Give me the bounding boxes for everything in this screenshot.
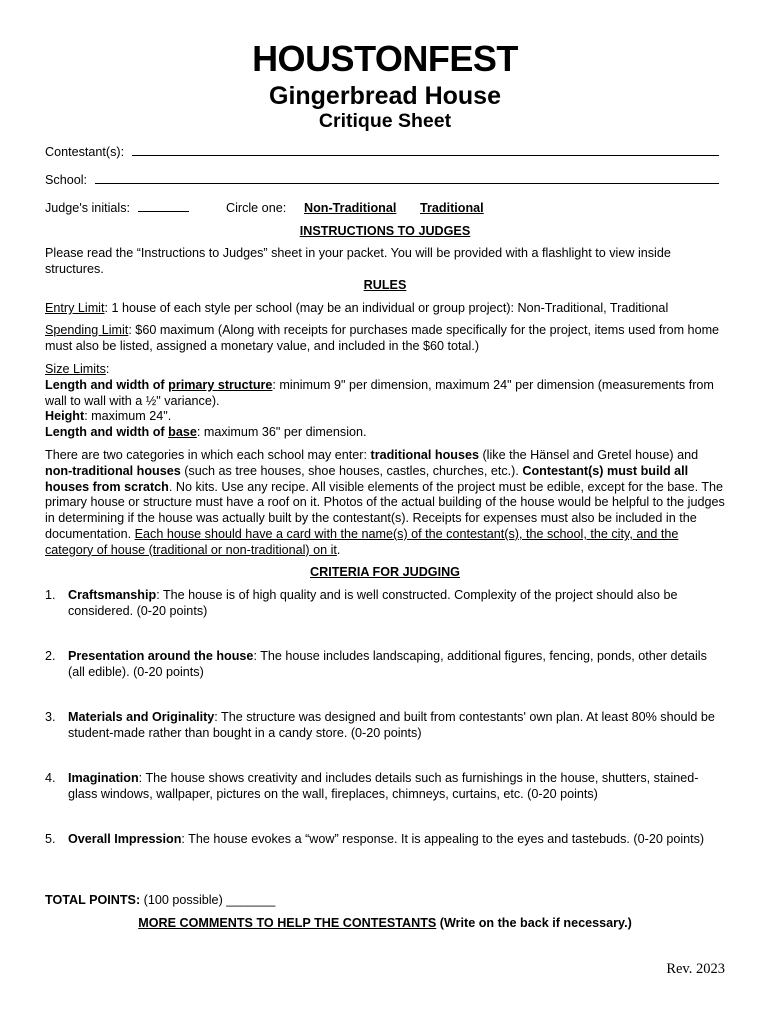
primary-structure-limit	[45, 378, 725, 410]
criteria-number: 3.	[45, 710, 56, 724]
criteria-heading: CRITERIA FOR JUDGING	[310, 565, 460, 579]
primary-label-emphasis: primary structure	[168, 377, 273, 392]
primary-label: Length and width of	[45, 377, 169, 392]
judge-initials-label: Judge's initials:	[45, 201, 131, 215]
comments-heading: MORE COMMENTS TO HELP THE CONTESTANTS	[138, 916, 437, 930]
criteria-label: Presentation around the house	[68, 649, 254, 663]
page-subtitle-secondary: Critique Sheet	[318, 110, 452, 132]
size-limits-label: Size Limits	[45, 362, 106, 376]
criteria-item	[45, 832, 725, 848]
categories-traditional: traditional houses	[370, 448, 479, 462]
school-field[interactable]	[95, 183, 719, 184]
criteria-text: : The house shows creativity and includes details such as furnishings in the house, shutters, stained-glass windows, wallpaper, pictures on the wall, fireplaces, chimneys, curtains, etc. (0-20 points)	[68, 771, 699, 801]
criteria-item	[45, 771, 725, 803]
height-limit	[45, 409, 725, 425]
page-title: HOUSTONFEST	[252, 38, 518, 79]
base-label: Length and width of	[45, 425, 169, 440]
revision-label: Rev. 2023	[666, 961, 725, 977]
criteria-label: Overall Impression	[68, 832, 182, 846]
criteria-label: Craftsmanship	[68, 588, 157, 602]
criteria-label: Materials and Originality	[68, 710, 215, 724]
entry-limit-label: Entry Limit	[45, 301, 105, 315]
total-points-label: TOTAL POINTS:	[45, 893, 141, 907]
criteria-text: : The structure was designed and built from contestants' own plan. At least 80% should be student-made rather than bought in a candy store. (0-20 points)	[68, 710, 715, 740]
criteria-item	[45, 588, 725, 620]
categories-text-end: .	[336, 542, 341, 557]
total-points-text: (100 possible) _______	[140, 893, 276, 907]
categories-paragraph	[45, 448, 725, 559]
criteria-item	[45, 710, 725, 742]
size-limits-colon: :	[105, 362, 110, 376]
base-text: : maximum 36" per dimension.	[196, 425, 367, 440]
criteria-text: : The house is of high quality and is well constructed. Complexity of the project should also be considered. (0-20 points)	[68, 588, 678, 618]
criteria-number: 4.	[45, 771, 56, 785]
criteria-text: : The house evokes a “wow” response. It is appealing to the eyes and tastebuds. (0-20 points)	[181, 832, 705, 846]
primary-text: : minimum 9" per dimension, maximum 24" per dimension (measurements from wall to wall with a ½" variance).	[45, 377, 714, 408]
base-limit	[45, 425, 725, 441]
categories-card-rule: Each house should have a card with the name(s) of the contestant(s), the school, the city, and the category of house (traditional or non-traditional) on it	[45, 526, 679, 557]
criteria-text: : The house includes landscaping, additional figures, fencing, ponds, other details (all edible). (0-20 points)	[68, 649, 707, 679]
option-traditional[interactable]: Traditional	[420, 201, 484, 215]
categories-non-traditional: non-traditional houses	[45, 463, 181, 478]
categories-text-2: (like the Hänsel and Gretel house) and	[478, 448, 699, 462]
size-limits-rule	[45, 362, 725, 441]
criteria-number: 2.	[45, 649, 56, 663]
categories-text-4: . No kits. Use any recipe. All visible elements of the project must be edible, except for the base. The primary house or structure must have a roof on it. Photos of the actual building of the house would be helpful to the judges in determining if the house was actually built by the contestant(s). Receipts for expenses must also be included in the documentation.	[45, 479, 725, 541]
height-text: : maximum 24".	[84, 409, 172, 424]
spending-limit-rule	[45, 323, 725, 355]
school-label: School:	[45, 173, 88, 187]
criteria-number: 1.	[45, 588, 56, 602]
categories-scratch-rule: Contestant(s) must build all houses from scratch	[45, 463, 689, 494]
entry-limit-rule	[45, 301, 725, 317]
school-row	[45, 173, 725, 189]
rules-heading: RULES	[363, 278, 407, 292]
categories-text-1: There are two categories in which each school may enter:	[45, 448, 371, 462]
entry-limit-text: : 1 house of each style per school (may be an individual or group project): Non-Traditional, Traditional	[104, 301, 669, 315]
height-label: Height	[45, 409, 85, 424]
comments-note: (Write on the back if necessary.)	[436, 916, 632, 930]
comments-heading-row	[45, 916, 725, 932]
instructions-text: Please read the “Instructions to Judges” sheet in your packet. You will be provided with a flashlight to view inside structures.	[45, 246, 671, 276]
spending-limit-text: : $60 maximum (Along with receipts for purchases made specifically for the project, items used from home must also be listed, assigned a monetary value, and included in the $60 total.)	[45, 323, 720, 353]
critique-sheet	[45, 0, 725, 1024]
circle-one-label: Circle one:	[226, 201, 287, 215]
criteria-number: 5.	[45, 832, 56, 846]
base-label-emphasis: base	[168, 425, 197, 440]
option-non-traditional[interactable]: Non-Traditional	[304, 201, 397, 215]
judge-initials-field[interactable]	[138, 211, 189, 212]
spending-limit-label: Spending Limit	[45, 323, 129, 337]
contestant-row	[45, 145, 725, 161]
criteria-item	[45, 649, 725, 681]
contestant-field[interactable]	[132, 155, 719, 156]
criteria-label: Imagination	[68, 771, 139, 785]
categories-text-3: (such as tree houses, shoe houses, castles, churches, etc.).	[180, 463, 523, 478]
contestant-label: Contestant(s):	[45, 145, 125, 159]
page-subtitle: Gingerbread House	[269, 82, 501, 110]
instructions-heading: INSTRUCTIONS TO JUDGES	[299, 224, 471, 238]
total-points-row	[45, 893, 725, 909]
